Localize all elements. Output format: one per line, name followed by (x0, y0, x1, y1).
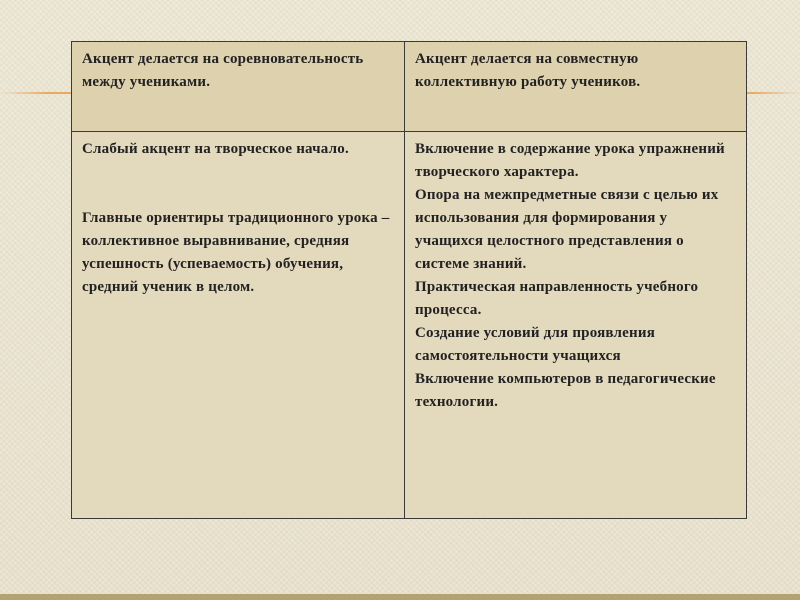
table-cell-header-right (405, 42, 747, 132)
body-right-paragraph: Создание условий для проявления самостоятельности учащихся (415, 325, 656, 364)
decorative-bottom-rule (0, 594, 800, 600)
header-left-text: Акцент делается на соревновательность между учениками. (82, 51, 364, 90)
table-cell-body-left (72, 132, 405, 519)
body-right-paragraph: Включение в содержание урока упражнений творческого характера. (415, 141, 725, 180)
table-cell-header-left (72, 42, 405, 132)
table-cell-body-right (405, 132, 747, 519)
header-right-text: Акцент делается на совместную коллективную работу учеников. (415, 51, 641, 90)
body-left-paragraph: Главные ориентиры традиционного урока – коллективное выравнивание, средняя успешность (успеваемость) обучения, средний ученик в целом. (82, 210, 390, 295)
table-row (72, 42, 747, 132)
body-right-paragraph: Практическая направленность учебного процесса. (415, 279, 699, 318)
comparison-table (71, 41, 747, 519)
body-right-paragraph: Опора на межпредметные связи с целью их использования для формирования у учащихся целостного представления о системе знаний. (415, 187, 719, 272)
body-right-paragraph: Включение компьютеров в педагогические технологии. (415, 371, 716, 410)
table-row (72, 132, 747, 519)
body-left-paragraph: Слабый акцент на творческое начало. (82, 141, 349, 157)
paragraph-spacer (82, 161, 394, 207)
